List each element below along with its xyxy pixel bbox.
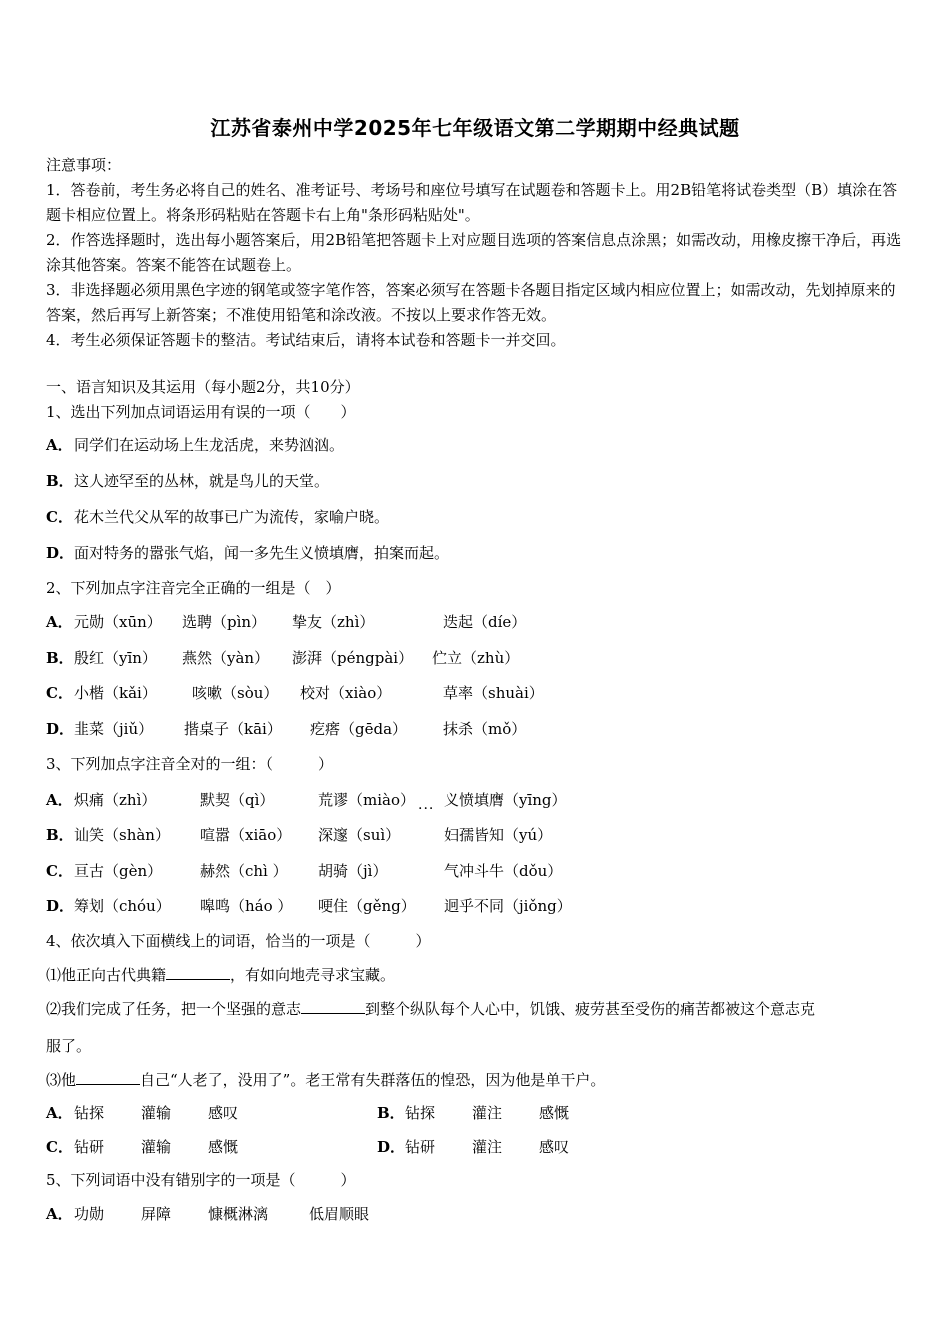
q4-c-word2: 灌输 bbox=[141, 1138, 172, 1156]
q4-sentence-3: ⑶他 自己“人老了，没用了”。老王常有失群落伍的惶恐，因为他是单干户。 bbox=[46, 1071, 606, 1089]
q4-a-word3: 感叹 bbox=[208, 1104, 239, 1122]
q3-c-item2: 赫然（chì ） bbox=[200, 862, 288, 880]
q5-option-a: A． bbox=[46, 1205, 73, 1223]
q3-b-item3: 深邃（suì） bbox=[318, 826, 401, 844]
q2-option-b: B． bbox=[46, 649, 74, 667]
q4-option-b: B． bbox=[377, 1104, 405, 1122]
fill-blank-2[interactable] bbox=[301, 999, 365, 1014]
q4-d-word2: 灌注 bbox=[472, 1138, 503, 1156]
q3-option-b: B． bbox=[46, 826, 74, 844]
q2-stem: 2、下列加点字注音完全正确的一组是（ ） bbox=[46, 579, 341, 597]
q2-a-item4: 迭起（díe） bbox=[443, 613, 527, 631]
note-item-1: 1．答卷前，考生务必将自己的姓名、准考证号、考场号和座位号填写在试题卷和答题卡上。用2B铅笔将试卷类型（B）填涂在答题卡相应位置上。将条形码粘贴在答题卡右上角"条形码粘贴处"。 bbox=[46, 181, 898, 224]
q2-c-item3: 校对（xiào） bbox=[300, 684, 392, 702]
q1-stem: 1、选出下列加点词语运用有误的一项（ ） bbox=[46, 403, 356, 421]
q3-d-item4: 迥乎不同（jiǒng） bbox=[444, 897, 572, 915]
q3-stem: 3、下列加点字注音全对的一组：（ ） bbox=[46, 755, 334, 773]
q4-c-word3: 感慨 bbox=[208, 1138, 239, 1156]
q4-b-word2: 灌注 bbox=[472, 1104, 503, 1122]
q4-sentence-2: ⑵我们完成了任务，把一个坚强的意志 到整个纵队每个人心中，饥饿、疲劳甚至受伤的痛苦都被这个意志克 bbox=[46, 1000, 816, 1018]
q5-a-word4: 低眉顺眼 bbox=[309, 1205, 370, 1223]
note-item-4: 4．考生必须保证答题卡的整洁。考试结束后，请将本试卷和答题卡一并交回。 bbox=[46, 331, 566, 349]
q5-a-word1: 功勋 bbox=[74, 1205, 105, 1223]
q3-d-item1: 筹划（chóu） bbox=[74, 897, 171, 915]
q4-stem: 4、依次填入下面横线上的词语，恰当的一项是（ ） bbox=[46, 932, 431, 950]
q4-d-word3: 感叹 bbox=[539, 1138, 570, 1156]
q2-a-item3: 挚友（zhì） bbox=[292, 613, 375, 631]
fill-blank-3[interactable] bbox=[76, 1070, 140, 1085]
q4-a-word2: 灌输 bbox=[141, 1104, 172, 1122]
q5-a-word3: 慷概淋漓 bbox=[208, 1205, 269, 1223]
q4-b-word1: 钻探 bbox=[405, 1104, 436, 1122]
q2-d-item2: 揩桌子（kāi） bbox=[184, 720, 282, 738]
q2-b-item4: 伫立（zhù） bbox=[432, 649, 520, 667]
q1-option-d: D．面对特务的嚣张气焰，闻一多先生义愤填膺，拍案而起。 bbox=[46, 544, 450, 562]
q1-option-a: A．同学们在运动场上生龙活虎，来势汹汹。 bbox=[46, 436, 345, 454]
q2-b-item2: 燕然（yàn） bbox=[182, 649, 270, 667]
q2-c-item1: 小楷（kǎi） bbox=[74, 684, 157, 702]
q5-stem: 5、下列词语中没有错别字的一项是（ ） bbox=[46, 1171, 356, 1189]
q3-a-item3: 荒谬（miào） bbox=[318, 791, 415, 809]
q4-option-a: A． bbox=[46, 1104, 73, 1122]
q2-d-item4: 抹杀（mǒ） bbox=[443, 720, 527, 738]
q4-option-d: D． bbox=[377, 1138, 406, 1156]
q4-a-word1: 钻探 bbox=[74, 1104, 105, 1122]
note-item-2: 2．作答选择题时，选出每小题答案后，用2B铅笔把答题卡上对应题目选项的答案信息点涂黑；如需改动，用橡皮擦干净后，再选涂其他答案。答案不能答在试题卷上。 bbox=[46, 231, 902, 274]
page-title: 江苏省泰州中学2025年七年级语文第二学期期中经典试题 bbox=[210, 116, 740, 140]
q2-option-a: A． bbox=[46, 613, 73, 631]
q3-b-item1: 讪笑（shàn） bbox=[74, 826, 170, 844]
q3-a-item4: 义愤填膺（yīng） bbox=[444, 791, 567, 809]
q2-b-item3: 澎湃（péngpài） bbox=[292, 649, 414, 667]
q3-b-item4: 妇孺皆知（yú） bbox=[444, 826, 553, 844]
q2-option-c: C． bbox=[46, 684, 73, 702]
q4-option-c: C． bbox=[46, 1138, 73, 1156]
q2-b-item1: 殷红（yīn） bbox=[74, 649, 157, 667]
q3-a-item1: 炽痛（zhì） bbox=[74, 791, 157, 809]
q3-d-item3: 哽住（gěng） bbox=[318, 897, 416, 915]
q4-sentence-1: ⑴他正向古代典籍 ，有如向地壳寻求宝藏。 bbox=[46, 966, 396, 984]
q4-b-word3: 感慨 bbox=[539, 1104, 570, 1122]
q3-b-item2: 喧嚣（xiāo） bbox=[200, 826, 292, 844]
q2-c-item2: 咳嗽（sòu） bbox=[192, 684, 279, 702]
q1-option-b: B．这人迹罕至的丛林，就是鸟儿的天堂。 bbox=[46, 472, 330, 490]
q2-d-item1: 韭菜（jiǔ） bbox=[74, 720, 154, 738]
q3-option-c: C． bbox=[46, 862, 73, 880]
q2-d-item3: 疙瘩（gēda） bbox=[310, 720, 408, 738]
fill-blank-1[interactable] bbox=[166, 965, 230, 980]
q3-a-item2: 默契（qì） bbox=[200, 791, 275, 809]
q3-c-item3: 胡骑（jì） bbox=[318, 862, 388, 880]
q3-option-a: A． bbox=[46, 791, 73, 809]
q4-c-word1: 钻研 bbox=[74, 1138, 105, 1156]
q3-c-item4: 气冲斗牛（dǒu） bbox=[444, 862, 563, 880]
q2-option-d: D． bbox=[46, 720, 75, 738]
q2-c-item4: 草率（shuài） bbox=[443, 684, 544, 702]
emphasis-dots: ... bbox=[418, 797, 435, 813]
q4-sentence-2-cont: 服了。 bbox=[46, 1037, 92, 1055]
section-heading: 一、语言知识及其运用（每小题2分，共10分） bbox=[46, 378, 360, 396]
q5-a-word2: 屏障 bbox=[141, 1205, 172, 1223]
note-item-3: 3．非选择题必须用黑色字迹的钢笔或签字笔作答，答案必须写在答题卡各题目指定区域内相应位置上；如需改动，先划掉原来的答案，然后再写上新答案；不准使用铅笔和涂改液。不按以上要求作答无效。 bbox=[46, 281, 896, 324]
notes-heading: 注意事项： bbox=[46, 156, 122, 174]
q4-d-word1: 钻研 bbox=[405, 1138, 436, 1156]
q3-d-item2: 嗥鸣（háo ） bbox=[200, 897, 293, 915]
q3-c-item1: 亘古（gèn） bbox=[74, 862, 163, 880]
q3-option-d: D． bbox=[46, 897, 75, 915]
notes-block bbox=[46, 153, 908, 353]
q2-a-item1: 元勋（xūn） bbox=[74, 613, 162, 631]
q2-a-item2: 选聘（pìn） bbox=[182, 613, 267, 631]
q1-option-c: C．花木兰代父从军的故事已广为流传，家喻户晓。 bbox=[46, 508, 390, 526]
